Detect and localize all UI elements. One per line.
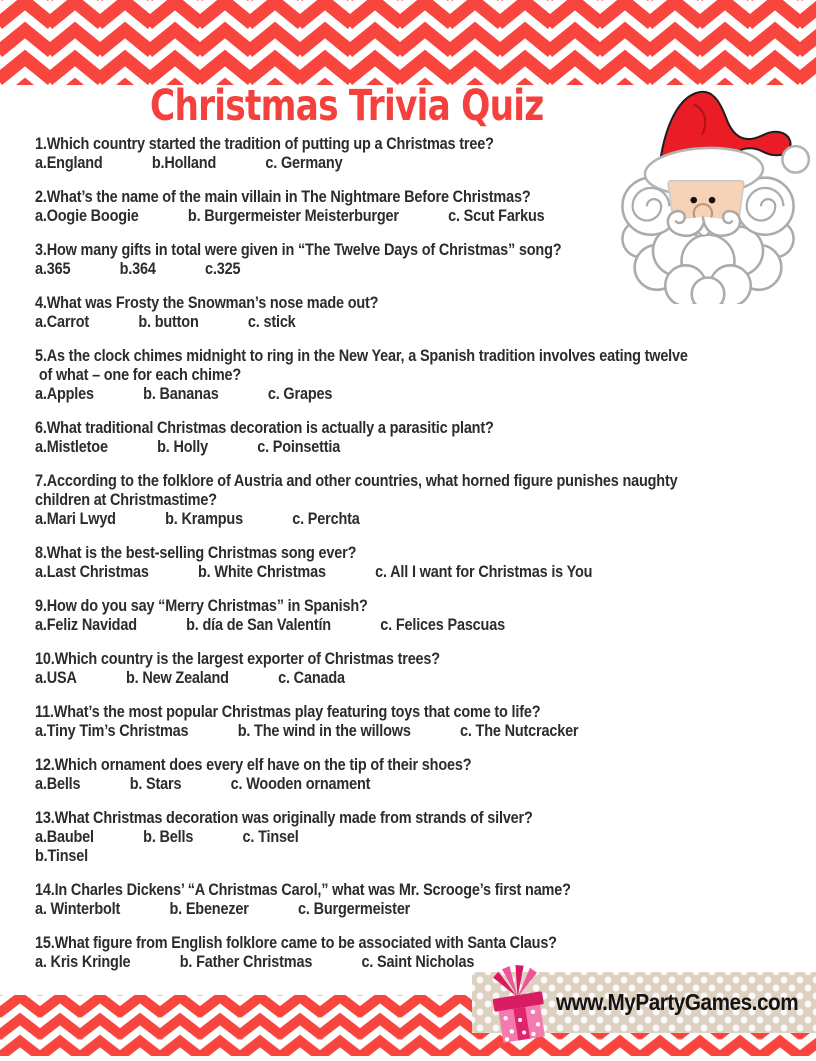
question-text: 12.Which ornament does every elf have on the tip of their shoes?: [35, 755, 472, 774]
questions: [35, 134, 803, 986]
question-block: [35, 471, 688, 528]
options-row: [35, 384, 688, 403]
option-label: c. Scut Farkus: [448, 206, 545, 225]
option-label: a.Mari Lwyd: [35, 509, 116, 528]
option-label: a.Baubel: [35, 827, 94, 846]
options-row: [35, 206, 688, 225]
question-block: [35, 134, 688, 172]
options-row: [35, 437, 688, 456]
question-text: of what – one for each chime?: [35, 365, 242, 384]
options-row: [35, 721, 688, 740]
question-text: 7.According to the folklore of Austria and other countries, what horned figure punishes naughty: [35, 471, 678, 490]
option-label: b. Ebenezer: [169, 899, 249, 918]
question-text: 6.What traditional Christmas decoration is actually a parasitic plant?: [35, 418, 494, 437]
question-text: 2.What’s the name of the main villain in The Nightmare Before Christmas?: [35, 187, 531, 206]
option-label: b. Bananas: [143, 384, 219, 403]
option-label: a.Apples: [35, 384, 94, 403]
options-row: [35, 774, 688, 793]
option-label: a. Kris Kringle: [35, 952, 131, 971]
question-text: 10.Which country is the largest exporter of Christmas trees?: [35, 649, 440, 668]
question-text: 1.Which country started the tradition of putting up a Christmas tree?: [35, 134, 494, 153]
question-block: [35, 293, 688, 331]
option-label: b. The wind in the willows: [237, 721, 411, 740]
question-text: 13.What Christmas decoration was originally made from strands of silver?: [35, 808, 533, 827]
option-label: b. Stars: [129, 774, 182, 793]
question-block: [35, 346, 688, 403]
option-label: b. Burgermeister Meisterburger: [187, 206, 399, 225]
options-row: [35, 509, 688, 528]
question-text: 8.What is the best-selling Christmas song ever?: [35, 543, 357, 562]
question-block: [35, 755, 688, 793]
question-block: [35, 649, 688, 687]
option-label: b. Holly: [157, 437, 208, 456]
question-text: 9.How do you say “Merry Christmas” in Spanish?: [35, 596, 368, 615]
option-label: b. Father Christmas: [179, 952, 313, 971]
question-text: children at Christmastime?: [35, 490, 217, 509]
option-label: c. Canada: [278, 668, 345, 687]
option-label: b. Krampus: [165, 509, 243, 528]
option-label: b.364: [119, 259, 156, 278]
question-block: [35, 808, 688, 865]
options-row: [35, 615, 688, 634]
website-url: www.MyPartyGames.com: [556, 989, 799, 1015]
option-label: a.Tiny Tim’s Christmas: [35, 721, 189, 740]
option-label: c. All I want for Christmas is You: [375, 562, 593, 581]
question-text: 11.What’s the most popular Christmas play featuring toys that come to life?: [35, 702, 541, 721]
option-label: c. Tinsel: [242, 827, 299, 846]
options-row: [35, 827, 688, 846]
option-label: c. Wooden ornament: [230, 774, 371, 793]
option-label: b.Holland: [151, 153, 217, 172]
option-label: a.Last Christmas: [35, 562, 149, 581]
options-row: [35, 312, 688, 331]
option-label: a.365: [35, 259, 71, 278]
option-label: c. Perchta: [292, 509, 360, 528]
option-label: c. Poinsettia: [257, 437, 341, 456]
option-label: a.Bells: [35, 774, 81, 793]
options-row: [35, 562, 688, 581]
option-label: c.325: [205, 259, 241, 278]
option-label: b. día de San Valentín: [186, 615, 331, 634]
option-label: a. Winterbolt: [35, 899, 121, 918]
option-label: b. White Christmas: [198, 562, 326, 581]
question-block: [35, 543, 688, 581]
top-chevron-border: [0, 0, 816, 90]
question-block: [35, 933, 688, 971]
question-text: 15.What figure from English folklore came to be associated with Santa Claus?: [35, 933, 557, 952]
option-label: c. Saint Nicholas: [361, 952, 475, 971]
options-row: [35, 668, 688, 687]
option-label: b. Bells: [143, 827, 194, 846]
options-row: [35, 259, 688, 278]
question-text: 3.How many gifts in total were given in “The Twelve Days of Christmas” song?: [35, 240, 562, 259]
option-label: c. Grapes: [267, 384, 333, 403]
question-block: [35, 596, 688, 634]
option-label: a.Carrot: [35, 312, 90, 331]
option-label: b. button: [138, 312, 199, 331]
option-label: c. Felices Pascuas: [380, 615, 505, 634]
question-text: 14.In Charles Dickens’ “A Christmas Carol,” what was Mr. Scrooge’s first name?: [35, 880, 571, 899]
question-text: 5.As the clock chimes midnight to ring in the New Year, a Spanish tradition involves eating twelve: [35, 346, 688, 365]
gift-box-icon: [478, 959, 560, 1054]
question-block: [35, 240, 688, 278]
options-row: [35, 952, 688, 971]
question-block: [35, 880, 688, 918]
question-block: [35, 418, 688, 456]
option-label: a.Oogie Boogie: [35, 206, 139, 225]
question-text: 4.What was Frosty the Snowman’s nose made out?: [35, 293, 379, 312]
question-block: [35, 187, 688, 225]
option-label: c. stick: [247, 312, 296, 331]
page-title: Christmas Trivia Quiz: [150, 81, 544, 131]
option-label: b. New Zealand: [126, 668, 229, 687]
option-label: b.Tinsel: [35, 846, 88, 865]
option-label: a.England: [35, 153, 103, 172]
option-label: c. Burgermeister: [298, 899, 411, 918]
option-label: a.USA: [35, 668, 77, 687]
options-row: [35, 899, 688, 918]
option-label: a.Mistletoe: [35, 437, 108, 456]
options-row: [35, 846, 688, 865]
option-label: a.Feliz Navidad: [35, 615, 137, 634]
branding-badge: [472, 972, 816, 1033]
option-label: c. The Nutcracker: [460, 721, 579, 740]
options-row: [35, 153, 688, 172]
question-block: [35, 702, 688, 740]
option-label: c. Germany: [265, 153, 343, 172]
